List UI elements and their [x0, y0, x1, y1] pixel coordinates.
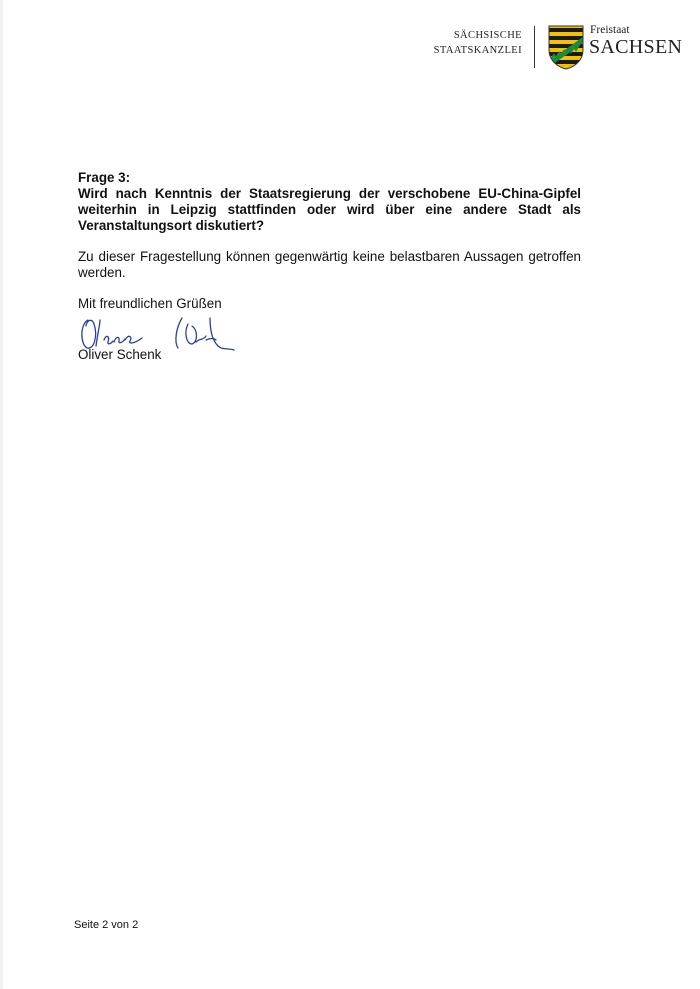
- agency-line-2: STAATSKANZLEI: [433, 45, 522, 56]
- answer-text: Zu dieser Fragestellung können gegenwärtig keine belastbaren Aussagen getroffen werden.: [78, 249, 581, 280]
- header-divider: [534, 26, 535, 68]
- question-text: Wird nach Kenntnis der Staatsregierung der verschobene EU-China-Gipfel weiterhin in Leipzig stattfinden oder wird über eine andere Stadt als Veranstaltungsort diskutiert?: [78, 186, 581, 233]
- page-number: Seite 2 von 2: [74, 919, 139, 931]
- question-label: Frage 3:: [78, 170, 131, 185]
- closing-greeting: Mit freundlichen Grüßen: [78, 296, 222, 311]
- signer-name: Oliver Schenk: [78, 347, 162, 362]
- letter-body: [78, 170, 581, 312]
- saxony-coat-of-arms-icon: [547, 24, 585, 70]
- letterhead: [430, 24, 690, 70]
- state-label-small: Freistaat: [590, 24, 630, 36]
- agency-name: [430, 28, 522, 58]
- state-label-big: SACHSEN: [589, 36, 683, 58]
- agency-line-1: SÄCHSISCHE: [453, 30, 522, 41]
- page-edge: [0, 0, 3, 989]
